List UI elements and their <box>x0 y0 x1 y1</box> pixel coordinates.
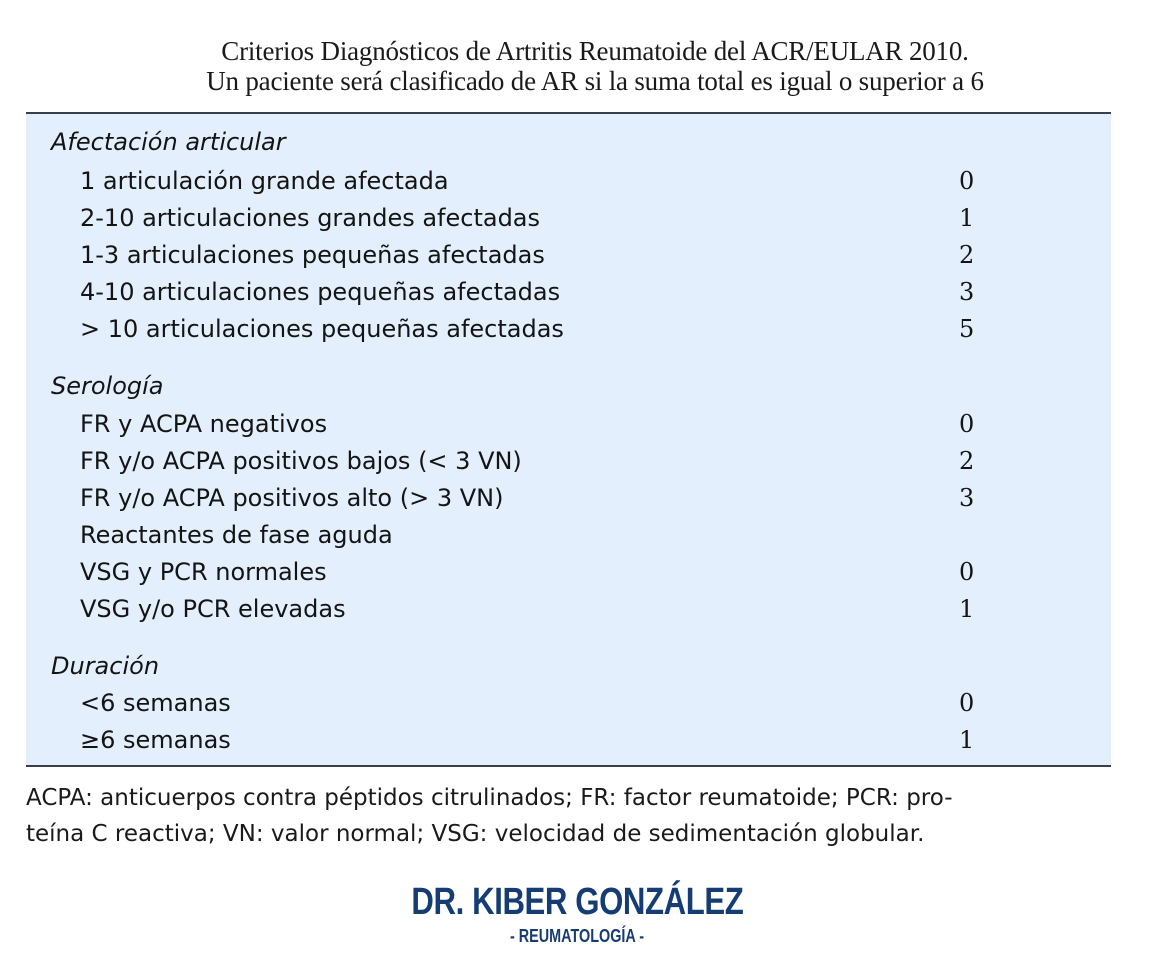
table-row <box>26 591 1111 627</box>
table-row <box>26 200 1111 236</box>
criteria-table <box>26 112 1111 767</box>
footnote-line-1: ACPA: anticuerpos contra péptidos citrulinados; FR: factor reumatoide; PCR: pro- <box>26 785 953 811</box>
table-row <box>26 443 1111 479</box>
criterion-score: 0 <box>959 167 975 195</box>
criterion-label: <6 semanas <box>80 689 231 717</box>
criterion-label: 2-10 articulaciones grandes afectadas <box>80 204 541 232</box>
criterion-score: 2 <box>959 447 975 475</box>
brand-subtitle: - REUMATOLOGÍA - <box>509 926 645 946</box>
document-title <box>0 36 1154 96</box>
table-row <box>26 406 1111 442</box>
criterion-label: 1 articulación grande afectada <box>80 167 449 195</box>
table-row <box>26 685 1111 721</box>
table-row <box>26 237 1111 273</box>
title-line-1: Criterios Diagnósticos de Artritis Reumatoide del ACR/EULAR 2010. <box>221 36 969 66</box>
criterion-score: 3 <box>959 484 975 512</box>
table-row <box>26 517 1111 553</box>
title-line-2: Un paciente será clasificado de AR si la suma total es igual o superior a 6 <box>206 66 984 96</box>
criterion-label: ≥6 semanas <box>80 726 231 754</box>
criterion-score: 3 <box>959 278 975 306</box>
brand-name: DR. KIBER GONZÁLEZ <box>411 881 743 923</box>
table-row <box>26 274 1111 310</box>
criterion-score: 1 <box>959 595 975 623</box>
criterion-label: Reactantes de fase aguda <box>80 521 393 549</box>
table-row <box>26 311 1111 347</box>
abbreviations-footnote <box>26 780 1116 852</box>
criterion-label: FR y/o ACPA positivos alto (> 3 VN) <box>80 484 504 512</box>
criterion-label: VSG y/o PCR elevadas <box>80 595 346 623</box>
brand-logo <box>0 882 1154 948</box>
section-heading <box>26 368 1111 404</box>
criterion-label: FR y/o ACPA positivos bajos (< 3 VN) <box>80 447 522 475</box>
criterion-score: 0 <box>959 410 975 438</box>
section-title: Serología <box>51 372 164 400</box>
criterion-score: 0 <box>959 689 975 717</box>
table-row <box>26 480 1111 516</box>
criterion-label: FR y ACPA negativos <box>80 410 328 438</box>
section-title: Afectación articular <box>51 128 286 156</box>
footnote-line-2: teína C reactiva; VN: valor normal; VSG: velocidad de sedimentación globular. <box>26 821 925 847</box>
criterion-score: 1 <box>959 204 975 232</box>
section-heading <box>26 648 1111 684</box>
criterion-label: VSG y PCR normales <box>80 558 327 586</box>
criterion-score: 5 <box>959 315 975 343</box>
table-row <box>26 163 1111 199</box>
table-row <box>26 722 1111 758</box>
criterion-score: 1 <box>959 726 975 754</box>
criterion-score: 0 <box>959 558 975 586</box>
criterion-label: > 10 articulaciones pequeñas afectadas <box>80 315 564 343</box>
criterion-label: 1-3 articulaciones pequeñas afectadas <box>80 241 545 269</box>
section-heading <box>26 124 1111 160</box>
criterion-score: 2 <box>959 241 975 269</box>
criterion-label: 4-10 articulaciones pequeñas afectadas <box>80 278 561 306</box>
table-row <box>26 554 1111 590</box>
section-title: Duración <box>51 652 160 680</box>
